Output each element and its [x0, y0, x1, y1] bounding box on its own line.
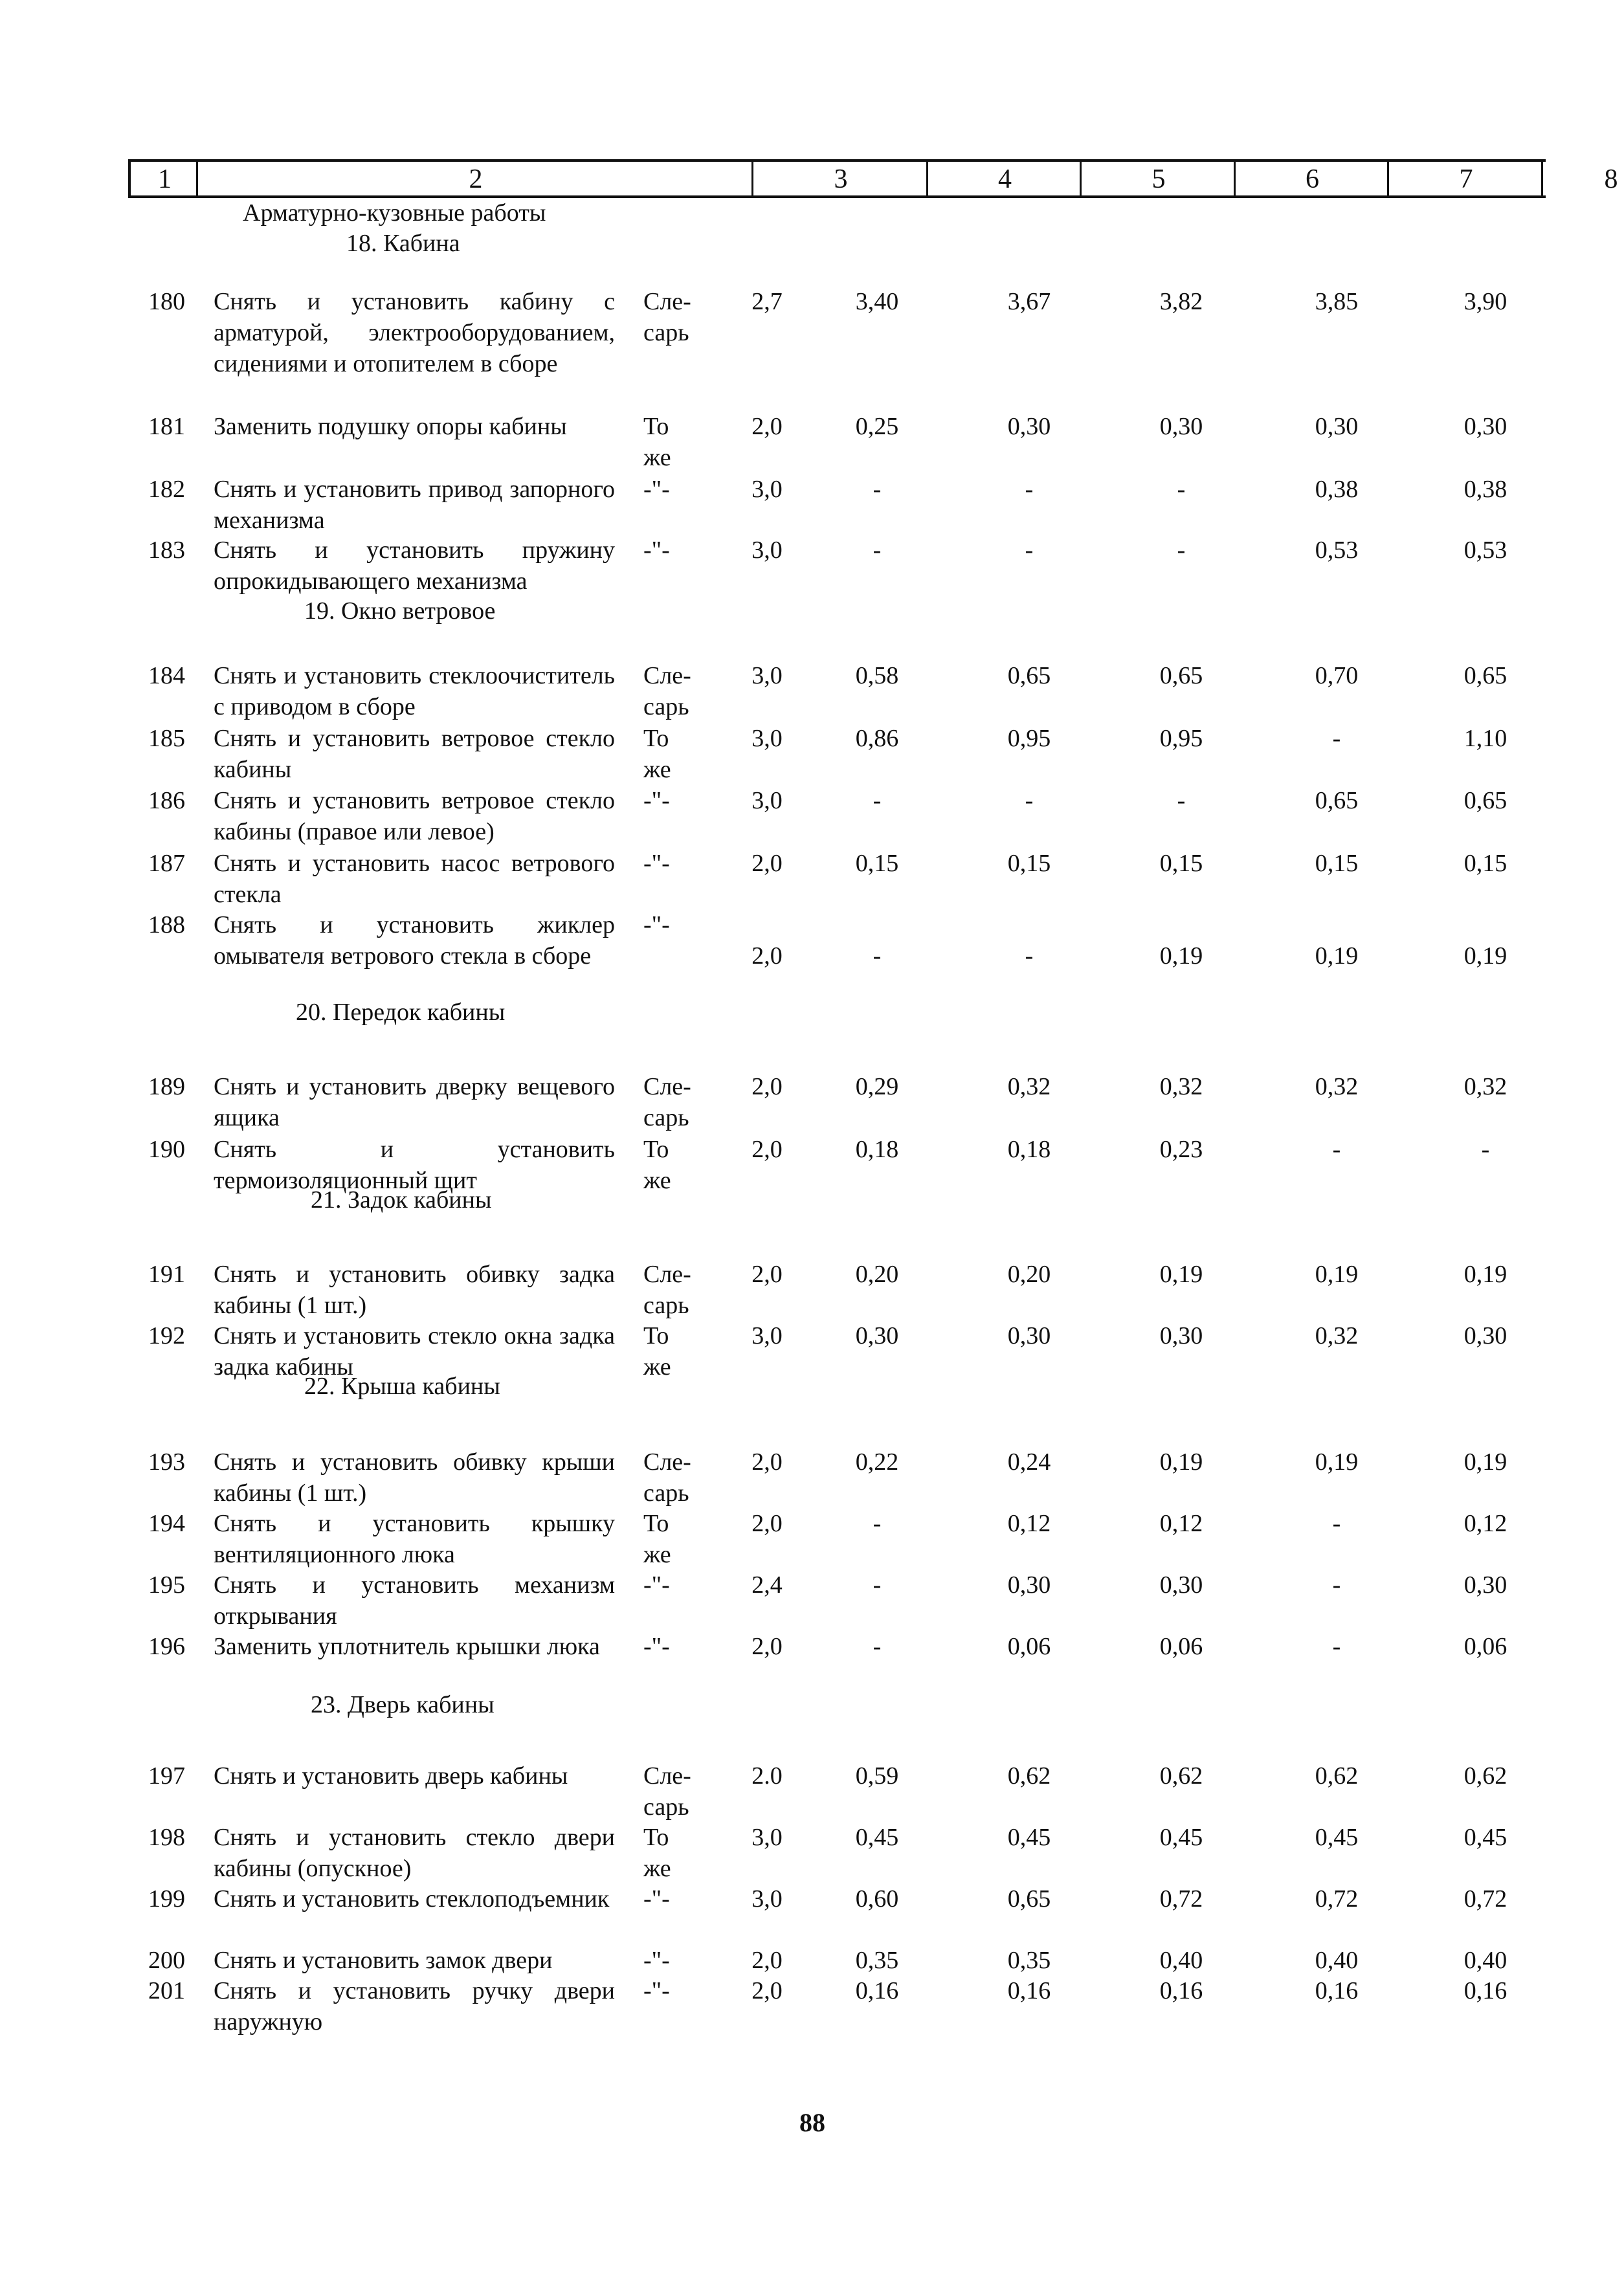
value-cell-3: 2,0: [751, 942, 783, 970]
value-cell-4: 0,59: [855, 1762, 899, 1790]
value-cell-8: 0,15: [1463, 850, 1507, 877]
value-cell-7: 0,62: [1315, 1762, 1359, 1790]
value-cell-4: 0,16: [855, 1977, 899, 2004]
value-cell-6: 0,19: [1159, 1448, 1203, 1476]
value-cell-5: -: [1025, 537, 1034, 564]
row-number: 187: [148, 850, 185, 877]
operation-name: Заменить уплотнитель крышки люка: [214, 1633, 600, 1660]
row-number: 189: [148, 1073, 185, 1100]
value-cell-4: -: [873, 1633, 882, 1660]
value-cell-3: 3,0: [751, 787, 783, 814]
value-cell-7: 0,19: [1315, 1448, 1359, 1476]
performer: То же: [643, 1136, 671, 1194]
operation-name: Снять и установить ветровое стекло кабины: [214, 725, 615, 783]
operation-name: Снять и установить пружину опрокидывающего механизма: [214, 537, 615, 595]
value-cell-7: 0,16: [1315, 1977, 1359, 2004]
value-cell-5: 3,67: [1007, 288, 1051, 315]
header-cell-6: 6: [1234, 162, 1389, 195]
operation-name: Снять и установить жиклер омывателя ветрового стекла в сборе: [214, 911, 615, 970]
value-cell-5: 0,32: [1007, 1073, 1051, 1100]
operation-name: Снять и установить дверку вещевого ящика: [214, 1073, 615, 1131]
row-number: 199: [148, 1885, 185, 1913]
value-cell-5: 0,18: [1007, 1136, 1051, 1163]
value-cell-3: 3,0: [751, 1824, 783, 1851]
value-cell-3: 2,4: [751, 1571, 783, 1599]
performer: -"-: [643, 537, 670, 564]
value-cell-3: 2,0: [751, 1510, 783, 1537]
value-cell-6: 0,32: [1159, 1073, 1203, 1100]
value-cell-4: -: [873, 942, 882, 970]
value-cell-6: 0,16: [1159, 1977, 1203, 2004]
value-cell-7: -: [1332, 725, 1341, 752]
value-cell-5: 0,30: [1007, 1322, 1051, 1349]
performer: -"-: [643, 1633, 670, 1660]
row-number: 190: [148, 1136, 185, 1163]
row-number: 200: [148, 1947, 185, 1974]
value-cell-7: -: [1332, 1510, 1341, 1537]
header-cell-5: 5: [1080, 162, 1236, 195]
value-cell-4: 0,35: [855, 1947, 899, 1974]
value-cell-3: 2,0: [751, 1947, 783, 1974]
value-cell-5: -: [1025, 787, 1034, 814]
value-cell-8: 0,30: [1463, 413, 1507, 440]
value-cell-5: 0,30: [1007, 1571, 1051, 1599]
value-cell-4: -: [873, 1510, 882, 1537]
value-cell-8: 1,10: [1463, 725, 1507, 752]
value-cell-5: 0,65: [1007, 662, 1051, 689]
value-cell-6: 0,40: [1159, 1947, 1203, 1974]
value-cell-5: 0,24: [1007, 1448, 1051, 1476]
value-cell-5: 0,15: [1007, 850, 1051, 877]
value-cell-8: 0,12: [1463, 1510, 1507, 1537]
value-cell-7: -: [1332, 1136, 1341, 1163]
value-cell-3: 2,0: [751, 413, 783, 440]
value-cell-7: 0,32: [1315, 1322, 1359, 1349]
performer: -"-: [643, 1885, 670, 1913]
performer: -"-: [643, 1571, 670, 1599]
value-cell-4: 0,86: [855, 725, 899, 752]
section-heading: 19. Окно ветровое: [304, 597, 496, 625]
value-cell-4: 0,20: [855, 1261, 899, 1288]
value-cell-3: 2,0: [751, 1448, 783, 1476]
value-cell-5: 0,62: [1007, 1762, 1051, 1790]
row-number: 193: [148, 1448, 185, 1476]
row-number: 186: [148, 787, 185, 814]
row-number: 184: [148, 662, 185, 689]
value-cell-4: 0,30: [855, 1322, 899, 1349]
value-cell-8: 0,62: [1463, 1762, 1507, 1790]
performer: То же: [643, 1322, 671, 1380]
row-number: 185: [148, 725, 185, 752]
value-cell-3: 3,0: [751, 662, 783, 689]
value-cell-7: 0,70: [1315, 662, 1359, 689]
value-cell-6: 0,12: [1159, 1510, 1203, 1537]
operation-name: Снять и установить стеклоочиститель с приводом в сборе: [214, 662, 615, 720]
value-cell-7: 0,53: [1315, 537, 1359, 564]
value-cell-8: 0,53: [1463, 537, 1507, 564]
operation-name: Снять и установить привод запорного механизма: [214, 476, 615, 534]
operation-name: Снять и установить обивку задка кабины (1 шт.): [214, 1261, 615, 1319]
value-cell-6: 0,06: [1159, 1633, 1203, 1660]
value-cell-6: 0,19: [1159, 942, 1203, 970]
value-cell-8: 3,90: [1463, 288, 1507, 315]
header-cell-2: 2: [196, 162, 753, 195]
performer: Сле- сарь: [643, 288, 691, 346]
value-cell-3: 3,0: [751, 1885, 783, 1913]
value-cell-7: 0,15: [1315, 850, 1359, 877]
value-cell-8: 0,16: [1463, 1977, 1507, 2004]
operation-name: Заменить подушку опоры кабины: [214, 413, 567, 440]
value-cell-6: 0,19: [1159, 1261, 1203, 1288]
value-cell-6: 3,82: [1159, 288, 1203, 315]
value-cell-3: 2,0: [751, 1261, 783, 1288]
value-cell-7: 0,45: [1315, 1824, 1359, 1851]
value-cell-8: 0,45: [1463, 1824, 1507, 1851]
performer: То же: [643, 1510, 671, 1568]
performer: -"-: [643, 787, 670, 814]
value-cell-5: 0,45: [1007, 1824, 1051, 1851]
value-cell-6: 0,65: [1159, 662, 1203, 689]
value-cell-8: 0,19: [1463, 1261, 1507, 1288]
operation-name: Снять и установить замок двери: [214, 1947, 553, 1974]
value-cell-7: 0,19: [1315, 1261, 1359, 1288]
value-cell-6: 0,72: [1159, 1885, 1203, 1913]
value-cell-7: -: [1332, 1571, 1341, 1599]
value-cell-6: 0,45: [1159, 1824, 1203, 1851]
value-cell-5: -: [1025, 476, 1034, 503]
value-cell-8: 0,32: [1463, 1073, 1507, 1100]
value-cell-3: 2,0: [751, 850, 783, 877]
performer: То же: [643, 1824, 671, 1882]
value-cell-4: -: [873, 537, 882, 564]
value-cell-8: 0,65: [1463, 787, 1507, 814]
performer: Сле- сарь: [643, 1448, 691, 1507]
value-cell-7: 0,72: [1315, 1885, 1359, 1913]
value-cell-6: 0,23: [1159, 1136, 1203, 1163]
value-cell-3: 2,0: [751, 1073, 783, 1100]
value-cell-6: 0,15: [1159, 850, 1203, 877]
header-cell-1: 1: [128, 162, 199, 195]
operation-name: Снять и установить термоизоляционный щит: [214, 1136, 615, 1194]
section-heading: 18. Кабина: [346, 230, 460, 257]
value-cell-6: 0,30: [1159, 1571, 1203, 1599]
value-cell-5: -: [1025, 942, 1034, 970]
row-number: 197: [148, 1762, 185, 1790]
performer: -"-: [643, 1977, 670, 2004]
row-number: 194: [148, 1510, 185, 1537]
value-cell-6: -: [1177, 787, 1186, 814]
operation-name: Снять и установить ветровое стекло кабины (правое или левое): [214, 787, 615, 845]
performer: Сле- сарь: [643, 1261, 691, 1319]
value-cell-5: 0,06: [1007, 1633, 1051, 1660]
value-cell-7: 0,32: [1315, 1073, 1359, 1100]
value-cell-5: 0,20: [1007, 1261, 1051, 1288]
row-number: 195: [148, 1571, 185, 1599]
value-cell-8: 0,30: [1463, 1571, 1507, 1599]
value-cell-6: 0,30: [1159, 413, 1203, 440]
performer: -"-: [643, 911, 670, 938]
operation-name: Снять и установить обивку крыши кабины (1 шт.): [214, 1448, 615, 1507]
value-cell-4: 0,60: [855, 1885, 899, 1913]
table-header: [128, 159, 1618, 198]
value-cell-3: 3,0: [751, 725, 783, 752]
row-number: 196: [148, 1633, 185, 1660]
value-cell-3: 3,0: [751, 476, 783, 503]
value-cell-6: 0,62: [1159, 1762, 1203, 1790]
value-cell-3: 2,7: [751, 288, 783, 315]
value-cell-7: 0,30: [1315, 413, 1359, 440]
value-cell-3: 3,0: [751, 537, 783, 564]
value-cell-7: 0,38: [1315, 476, 1359, 503]
operation-name: Снять и установить стекло окна задка задка кабины: [214, 1322, 615, 1380]
header-cell-8: 8: [1541, 162, 1624, 195]
value-cell-3: 2,0: [751, 1136, 783, 1163]
value-cell-4: -: [873, 476, 882, 503]
performer: То же: [643, 413, 671, 471]
row-number: 181: [148, 413, 185, 440]
value-cell-4: 3,40: [855, 288, 899, 315]
operation-name: Снять и установить крышку вентиляционного люка: [214, 1510, 615, 1568]
value-cell-4: -: [873, 787, 882, 814]
value-cell-6: -: [1177, 537, 1186, 564]
performer: -"-: [643, 850, 670, 877]
value-cell-6: 0,95: [1159, 725, 1203, 752]
row-number: 182: [148, 476, 185, 503]
value-cell-8: 0,06: [1463, 1633, 1507, 1660]
performer: Сле- сарь: [643, 662, 691, 720]
value-cell-7: 0,65: [1315, 787, 1359, 814]
value-cell-6: -: [1177, 476, 1186, 503]
header-cell-7: 7: [1387, 162, 1543, 195]
value-cell-4: 0,58: [855, 662, 899, 689]
value-cell-8: 0,30: [1463, 1322, 1507, 1349]
operation-name: Снять и установить стекло двери кабины (опускное): [214, 1824, 615, 1882]
value-cell-8: -: [1481, 1136, 1490, 1163]
section-heading: 20. Передок кабины: [296, 999, 506, 1026]
row-number: 201: [148, 1977, 185, 2004]
row-number: 192: [148, 1322, 185, 1349]
value-cell-8: 0,19: [1463, 1448, 1507, 1476]
header-cell-4: 4: [926, 162, 1082, 195]
row-number: 188: [148, 911, 185, 938]
row-number: 183: [148, 537, 185, 564]
value-cell-4: 0,25: [855, 413, 899, 440]
operation-name: Снять и установить стеклоподъемник: [214, 1885, 610, 1913]
value-cell-8: 0,72: [1463, 1885, 1507, 1913]
value-cell-3: 2,0: [751, 1977, 783, 2004]
value-cell-5: 0,35: [1007, 1947, 1051, 1974]
page-number: 88: [799, 2108, 825, 2137]
value-cell-7: -: [1332, 1633, 1341, 1660]
value-cell-5: 0,16: [1007, 1977, 1051, 2004]
operation-name: Снять и установить насос ветрового стекла: [214, 850, 615, 908]
section-heading: 22. Крыша кабины: [304, 1373, 500, 1400]
value-cell-5: 0,30: [1007, 413, 1051, 440]
performer: То же: [643, 725, 671, 783]
operation-name: Снять и установить механизм открывания: [214, 1571, 615, 1630]
value-cell-8: 0,38: [1463, 476, 1507, 503]
section-heading: 21. Задок кабины: [311, 1186, 492, 1214]
value-cell-8: 0,19: [1463, 942, 1507, 970]
row-number: 198: [148, 1824, 185, 1851]
operation-name: Снять и установить дверь кабины: [214, 1762, 568, 1790]
value-cell-5: 0,95: [1007, 725, 1051, 752]
value-cell-5: 0,12: [1007, 1510, 1051, 1537]
value-cell-4: 0,22: [855, 1448, 899, 1476]
operation-name: Снять и установить кабину с арматурой, электрооборудованием, сидениями и отопителем в сборе: [214, 288, 615, 377]
value-cell-4: 0,18: [855, 1136, 899, 1163]
value-cell-4: 0,15: [855, 850, 899, 877]
performer: -"-: [643, 1947, 670, 1974]
value-cell-4: 0,45: [855, 1824, 899, 1851]
performer: -"-: [643, 476, 670, 503]
value-cell-3: 3,0: [751, 1322, 783, 1349]
value-cell-7: 0,40: [1315, 1947, 1359, 1974]
section-heading: 23. Дверь кабины: [311, 1691, 495, 1718]
value-cell-7: 3,85: [1315, 288, 1359, 315]
value-cell-4: 0,29: [855, 1073, 899, 1100]
performer: Сле- сарь: [643, 1762, 691, 1821]
performer: Сле- сарь: [643, 1073, 691, 1131]
value-cell-5: 0,65: [1007, 1885, 1051, 1913]
value-cell-3: 2,0: [751, 1633, 783, 1660]
value-cell-8: 0,40: [1463, 1947, 1507, 1974]
section-intro: Арматурно-кузовные работы: [243, 199, 546, 227]
value-cell-8: 0,65: [1463, 662, 1507, 689]
row-number: 191: [148, 1261, 185, 1288]
value-cell-7: 0,19: [1315, 942, 1359, 970]
value-cell-4: -: [873, 1571, 882, 1599]
value-cell-3: 2.0: [751, 1762, 783, 1790]
header-cell-3: 3: [751, 162, 928, 195]
row-number: 180: [148, 288, 185, 315]
operation-name: Снять и установить ручку двери наружную: [214, 1977, 615, 2035]
value-cell-6: 0,30: [1159, 1322, 1203, 1349]
